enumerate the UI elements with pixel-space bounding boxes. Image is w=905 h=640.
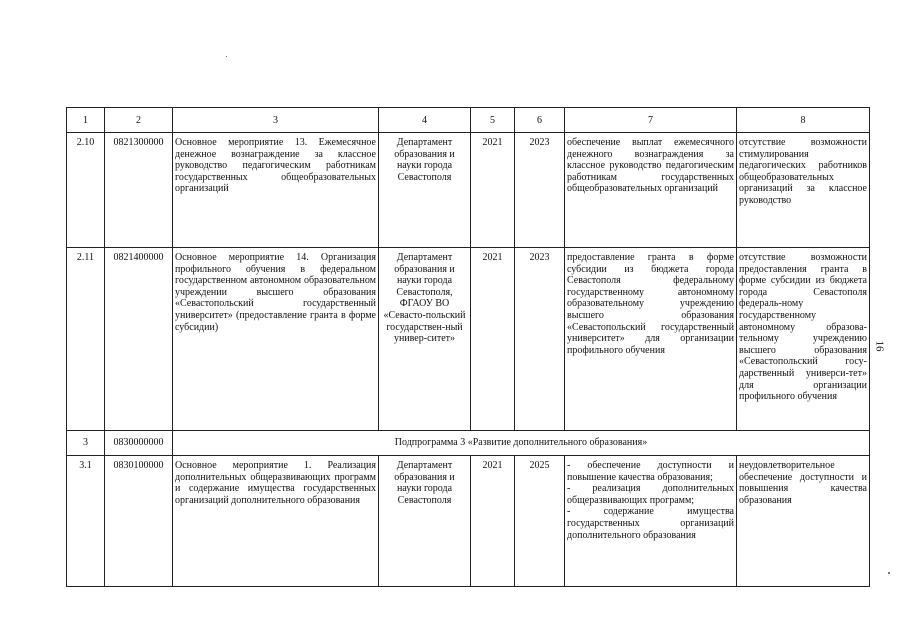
scan-speck [226,56,227,57]
header-cell: 6 [515,108,565,133]
consequence: неудовлетворительное обеспечение доступности и повышения качества образования [737,456,870,587]
row-number: 2.11 [67,248,105,431]
subprogram-row [67,431,870,456]
row-number: 3.1 [67,456,105,587]
header-cell: 5 [471,108,515,133]
executor: Департамент образования и науки города Севастополя [379,456,471,587]
end-year: 2025 [515,456,565,587]
consequence: отсутствие возможности стимулирования педагогических работников общеобразовательных организаций за классное руководство [737,133,870,248]
event-name: Основное мероприятие 14. Организация профильного обучения в федеральном государственном автономном образовательном учреждении высшего образования «Севастопольский государственный университет» (предоставление гранта в форме субсидии) [173,248,379,431]
executor: Департамент образования и науки города Севастополя [379,133,471,248]
budget-code: 0830000000 [105,431,173,456]
end-year: 2023 [515,133,565,248]
expected-result [565,456,737,587]
header-cell: 2 [105,108,173,133]
header-cell: 4 [379,108,471,133]
result-item: - содержание имущества государственных организаций дополнительного образования [567,506,734,541]
budget-code: 0821300000 [105,133,173,248]
consequence: отсутствие возможности предоставления гранта в форме субсидии из бюджета города Севастополя федераль-ному государственному автономному образова-тельному учреждению высшего образования «Севастопольский госу-дарственный универси-тет» для организации профильного обучения [737,248,870,431]
result-item: - реализация дополнительных общеразвивающих программ; [567,483,734,506]
header-cell: 1 [67,108,105,133]
header-row [67,108,870,133]
budget-code: 0821400000 [105,248,173,431]
table-row [67,248,870,431]
row-number: 2.10 [67,133,105,248]
header-cell: 7 [565,108,737,133]
start-year: 2021 [471,133,515,248]
start-year: 2021 [471,248,515,431]
program-table [66,107,870,587]
expected-result: обеспечение выплат ежемесячного денежного вознаграждения за классное руководство педагогическим работникам государственных общеобразовательных организаций [565,133,737,248]
header-cell: 8 [737,108,870,133]
budget-code: 0830100000 [105,456,173,587]
executor: Департамент образования и науки города Севастополя, ФГАОУ ВО «Севасто-польский государствен-ный универ-ситет» [379,248,471,431]
table-row [67,133,870,248]
expected-result: предоставление гранта в форме субсидии из бюджета города Севастополя федеральному государственному автономному образовательному учреждению высшего образования «Севастопольский государственный университет» для организации профильного обучения [565,248,737,431]
table-row [67,456,870,587]
subprogram-title: Подпрограмма 3 «Развитие дополнительного образования» [173,431,870,456]
row-number: 3 [67,431,105,456]
event-name: Основное мероприятие 1. Реализация дополнительных общеразвивающих программ и содержание имущества государственных организаций дополнительного образования [173,456,379,587]
header-cell: 3 [173,108,379,133]
page-number: 16 [873,340,886,352]
result-item: - обеспечение доступности и повышение качества образования; [567,460,734,483]
start-year: 2021 [471,456,515,587]
event-name: Основное мероприятие 13. Ежемесячное денежное вознаграждение за классное руководство педагогическим работникам государственных общеобразовательных организаций [173,133,379,248]
end-year: 2023 [515,248,565,431]
scan-speck [888,572,890,574]
